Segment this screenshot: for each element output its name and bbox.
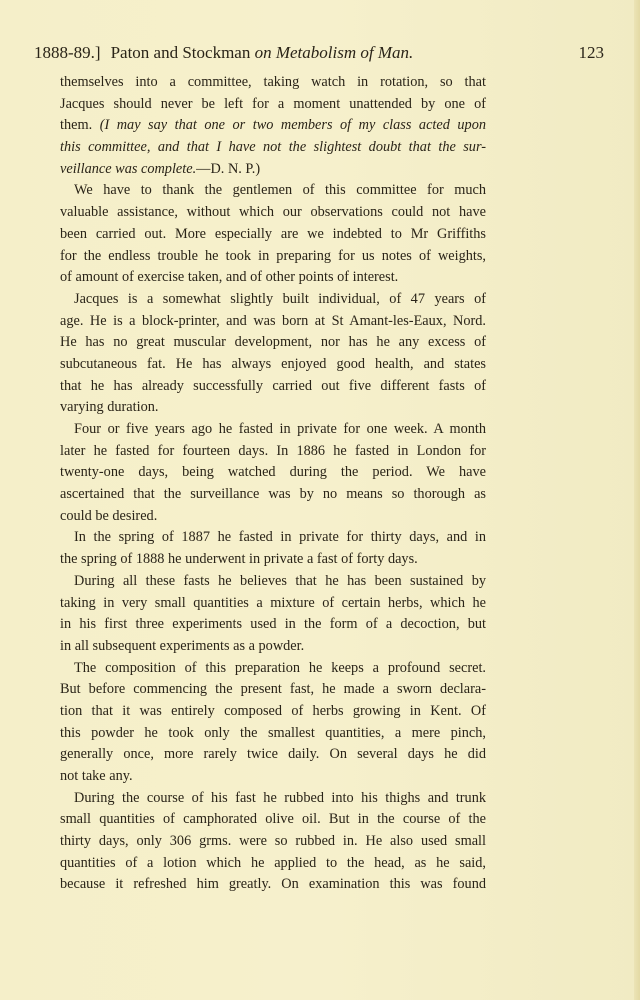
running-head-year: 1888-89.] bbox=[34, 43, 101, 62]
text-line: thirty days, only 306 grms. were so rubbed in. He also used small bbox=[60, 833, 486, 850]
text-line-with-note bbox=[60, 115, 486, 137]
text-line: because it refreshed him greatly. On examination this was found bbox=[60, 876, 486, 893]
paragraph-start: The composition of this preparation he keeps a profound secret. bbox=[74, 659, 486, 676]
paragraph-start: Jacques is a somewhat slightly built individual, of 47 years of bbox=[74, 290, 486, 307]
text-line-start: them. bbox=[60, 117, 93, 134]
text-line: later he fasted for fourteen days. In 1886 he fasted in London for bbox=[60, 442, 486, 459]
text-line: age. He is a block-printer, and was born at St Amant-les-Eaux, Nord. bbox=[60, 312, 486, 329]
body-text bbox=[60, 72, 486, 896]
paragraph-start: In the spring of 1887 he fasted in private for thirty days, and in bbox=[74, 529, 486, 546]
text-line: tion that it was entirely composed of herbs growing in Kent. Of bbox=[60, 702, 486, 719]
paragraph-start: During all these fasts he believes that he has been sustained by bbox=[74, 572, 486, 589]
running-head bbox=[34, 40, 604, 66]
text-line: ascertained that the surveillance was by no means so thorough as bbox=[60, 486, 486, 503]
editor-signature: —D. N. P.) bbox=[196, 160, 261, 177]
editor-note-tail: veillance was complete. bbox=[60, 160, 197, 177]
page-edge bbox=[634, 0, 640, 1000]
text-line: valuable assistance, without which our observations could not have bbox=[60, 204, 486, 221]
running-head-left bbox=[34, 40, 413, 66]
editor-note-end bbox=[60, 159, 486, 181]
text-line: Jacques should never be left for a moment unattended by one of bbox=[60, 95, 486, 112]
text-line: taking in very small quantities a mixture of certain herbs, which he bbox=[60, 594, 486, 611]
text-line: themselves into a committee, taking watch in rotation, so that bbox=[60, 74, 486, 90]
text-line: subcutaneous fat. He has always enjoyed good health, and states bbox=[60, 355, 486, 372]
paragraph-end: not take any. bbox=[60, 768, 133, 784]
running-head-on: on bbox=[254, 43, 272, 62]
page-number: 123 bbox=[578, 43, 604, 62]
text-line: twenty-one days, being watched during the period. We have bbox=[60, 464, 486, 481]
text-line: generally once, more rarely twice daily. On several days he did bbox=[60, 746, 486, 763]
text-line: been carried out. More especially are we indebted to Mr Griffiths bbox=[60, 225, 486, 242]
paragraph-end: in all subsequent experiments as a powder. bbox=[60, 637, 305, 654]
running-head-subject: Metabolism of Man. bbox=[275, 43, 414, 62]
text-line: this powder he took only the smallest quantities, a mere pinch, bbox=[60, 724, 486, 741]
paragraph-end: varying duration. bbox=[60, 399, 159, 416]
editor-note-line: this committee, and that I have not the slightest doubt that the sur- bbox=[60, 139, 486, 156]
running-head-authors: Paton and Stockman bbox=[110, 43, 251, 62]
paragraph-end: could be desired. bbox=[60, 507, 158, 524]
text-line: that he has already successfully carried out five different fasts of bbox=[60, 377, 486, 394]
text-line: small quantities of camphorated olive oil. But in the course of the bbox=[60, 811, 486, 828]
text-line: in his first three experiments used in the form of a decoction, but bbox=[60, 616, 486, 633]
paragraph-start: We have to thank the gentlemen of this committee for much bbox=[74, 182, 486, 199]
paragraph-end: the spring of 1888 he underwent in private a fast of forty days. bbox=[60, 551, 418, 568]
text-line: for the endless trouble he took in preparing for us notes of weights, bbox=[60, 247, 486, 264]
text-line: But before commencing the present fast, he made a sworn declara- bbox=[60, 681, 486, 698]
paragraph-start: During the course of his fast he rubbed into his thighs and trunk bbox=[74, 789, 486, 806]
editor-note-start: (I may say that one or two members of my class acted upon bbox=[99, 117, 486, 134]
text-line: He has no great muscular development, nor has he any excess of bbox=[60, 334, 486, 351]
paragraph-end: of amount of exercise taken, and of other points of interest. bbox=[60, 269, 399, 286]
paragraph-start: Four or five years ago he fasted in private for one week. A month bbox=[74, 421, 486, 437]
text-line: quantities of a lotion which he applied to the head, as he said, bbox=[60, 854, 486, 871]
